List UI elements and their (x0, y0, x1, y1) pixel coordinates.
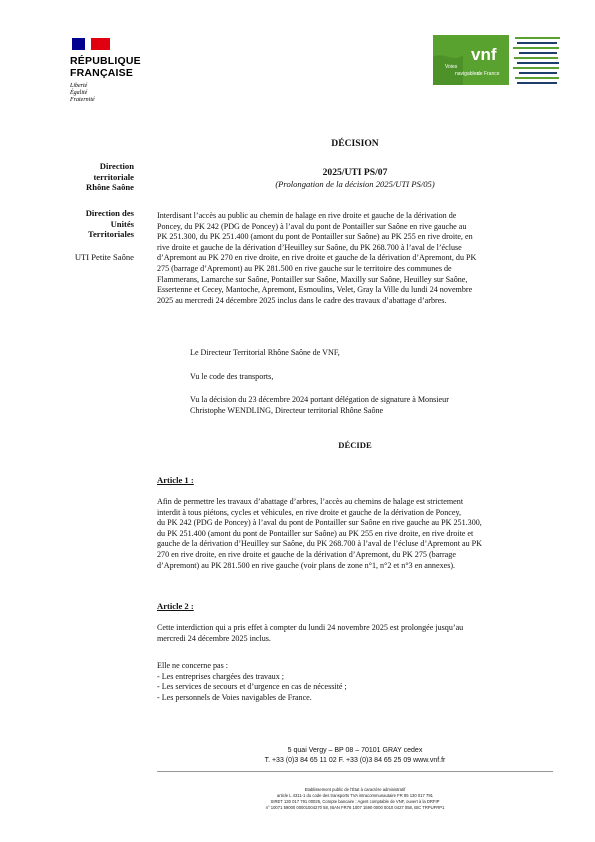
rf-motto-3: Fraternité (70, 97, 95, 103)
text-line: Interdisant l’accès au public au chemin de halage en rive droite et gauche de la dérivation de (157, 211, 457, 220)
text-line: interdit à tous piétons, cycles et véhicules, en rive droite et gauche de la dérivation de Poncey, (157, 507, 462, 517)
list-item: - Les personnels de Voies navigables de France. (157, 692, 312, 702)
director-line: Le Directeur Territorial Rhône Saône de VNF, (190, 348, 340, 357)
text-line: du PK 251.400 (amont du pont de Pontailler sur Saône) au PK 255 en rive droite, en rive droite et (157, 528, 474, 538)
text-line: 2025 au mercredi 24 décembre 2025 inclus dans le cadre des travaux d’abattage d’arbres. (157, 295, 447, 305)
decide-heading: DÉCIDE (338, 440, 372, 450)
text-line: rive droite et gauche de la dérivation d’Heuilley sur Saône, du PK 268.700 à l’aval de l’écluse (157, 242, 462, 252)
text-line: Essertenne et Cecey, Mantoche, Apremont, Esmoulins, Velet, Gray la Ville du lundi 24 novembre (157, 285, 473, 295)
text-line: d’Apremont au PK 270 en rive droite, en rive droite et gauche de la dérivation d’Apremont, du PK (157, 253, 477, 263)
decision-subtitle: (Prolongation de la décision 2025/UTI PS/05) (275, 179, 435, 189)
sidebar-line: Unités (110, 218, 134, 229)
vnf-wordmark: vnf (471, 45, 497, 64)
article-2-body (157, 623, 553, 644)
intro-paragraph (157, 211, 553, 306)
rf-motto (70, 83, 150, 104)
footer-contact: T. +33 (0)3 84 65 11 02 F. +33 (0)3 84 65 25 09 www.vnf.fr (264, 757, 446, 764)
text-line: 275 (barrage d’Apremont) au PK 281.500 en rive gauche sur le territoire des communes de (157, 263, 452, 273)
text-line: d’Apremont) au PK 281.500 en rive gauche (voir plans de zone n°1, n°2 et n°3 en annexes). (157, 560, 456, 570)
rf-name (70, 55, 150, 79)
sidebar-line: Direction (99, 161, 134, 171)
rf-line-2: FRANÇAISE (70, 67, 134, 79)
legal-line: SIRET 130 017 791 00025, Compte bancaire : Agent comptable de VNF, ouvert à la DRFIP (270, 799, 440, 804)
exclusions-intro: Elle ne concerne pas : (157, 661, 229, 670)
document-title: DÉCISION (331, 138, 379, 149)
decision-number: 2025/UTI PS/07 (322, 167, 388, 178)
list-item: - Les entreprises chargées des travaux ; (157, 671, 285, 681)
text-line: Afin de permettre les travaux d’abattage d’arbres, l’accès au chemins de halage est strictement (157, 497, 464, 506)
text-line: PK 251.300, du PK 251.400 (amont du pont de Pontailler sur Saône) au PK 255 en rive droite, en (157, 232, 473, 242)
vnf-logo (433, 35, 560, 85)
sidebar-line: Direction des (85, 208, 134, 218)
vnf-tagline-1: Voies (445, 64, 458, 70)
exclusions-list (157, 661, 553, 703)
vnf-tagline-3: de France (477, 71, 500, 77)
republique-francaise-logo (70, 38, 150, 104)
vnf-stripes-icon (513, 37, 560, 84)
sidebar-line: territoriale (93, 171, 134, 182)
sidebar-direction-unites (60, 208, 134, 240)
text-line: du PK 242 (PDG de Poncey) à l’aval du pont de Pontailler sur Saône en rive gauche au PK 251.300, (157, 518, 482, 528)
footer-legal (157, 787, 553, 811)
rf-motto-1: Liberté (70, 83, 88, 89)
sidebar-line: Rhône Saône (86, 182, 134, 192)
vnf-wave-shape (433, 55, 463, 85)
article-2-heading: Article 2 : (157, 601, 194, 611)
text-line: Cette interdiction qui a pris effet à compter du lundi 24 novembre 2025 est prolongée jusqu’au (157, 623, 464, 632)
text-line: Flammerans, Lamarche sur Saône, Pontailler sur Saône, Maxilly sur Saône, Heuilley sur Saône, (157, 274, 468, 284)
text-line: Vu la décision du 23 décembre 2024 portant délégation de signature à Monsieur (190, 395, 449, 404)
footer-divider (157, 771, 553, 772)
sidebar-line: Territoriales (88, 229, 134, 239)
rf-line-1: RÉPUBLIQUE (70, 55, 141, 67)
text-line: Christophe WENDLING, Directeur territorial Rhône Saône (190, 405, 384, 415)
legal-line: article L 4311-1 du code des transports TVA intracommunautaire FR 85 130 017 791 (276, 793, 434, 798)
article-1-body (157, 497, 553, 571)
text-line: 270 en rive droite, en rive droite et gauche de la dérivation d’Apremont, du PK 275 (barrage (157, 549, 456, 559)
legal-line: Etablissement public de l’État à caractère administratif (304, 787, 406, 792)
marianne-flag-icon (72, 38, 110, 50)
text-line: Poncey, du PK 242 (PDG de Poncey) à l’aval du pont de Pontailler sur Saône en rive gauche au (157, 221, 467, 231)
sidebar-direction-territoriale (60, 161, 134, 193)
rf-motto-2: Égalité (70, 90, 88, 96)
visa-code-transports: Vu le code des transports, (190, 372, 274, 381)
sidebar-uti: UTI Petite Saône (74, 252, 134, 262)
list-item: - Les services de secours et d’urgence en cas de nécessité ; (157, 682, 347, 692)
footer-address: 5 quai Vergy – BP 08 – 70101 GRAY cedex (287, 747, 423, 754)
vnf-tagline-2: navigables (455, 71, 479, 77)
legal-line: n° 10071 59000 00001004270 58, IBAN FR76 1007 1590 0000 0010 0427 058, BIC TRPUFRP1 (265, 805, 445, 810)
visa-delegation (190, 395, 553, 416)
text-line: gauche de la dérivation d’Heuilley sur Saône, du PK 268.700 à l’aval de l’écluse d’Apremont au PK (157, 539, 483, 549)
text-line: mercredi 24 décembre 2025 inclus. (157, 633, 271, 643)
article-1-heading: Article 1 : (157, 475, 194, 485)
